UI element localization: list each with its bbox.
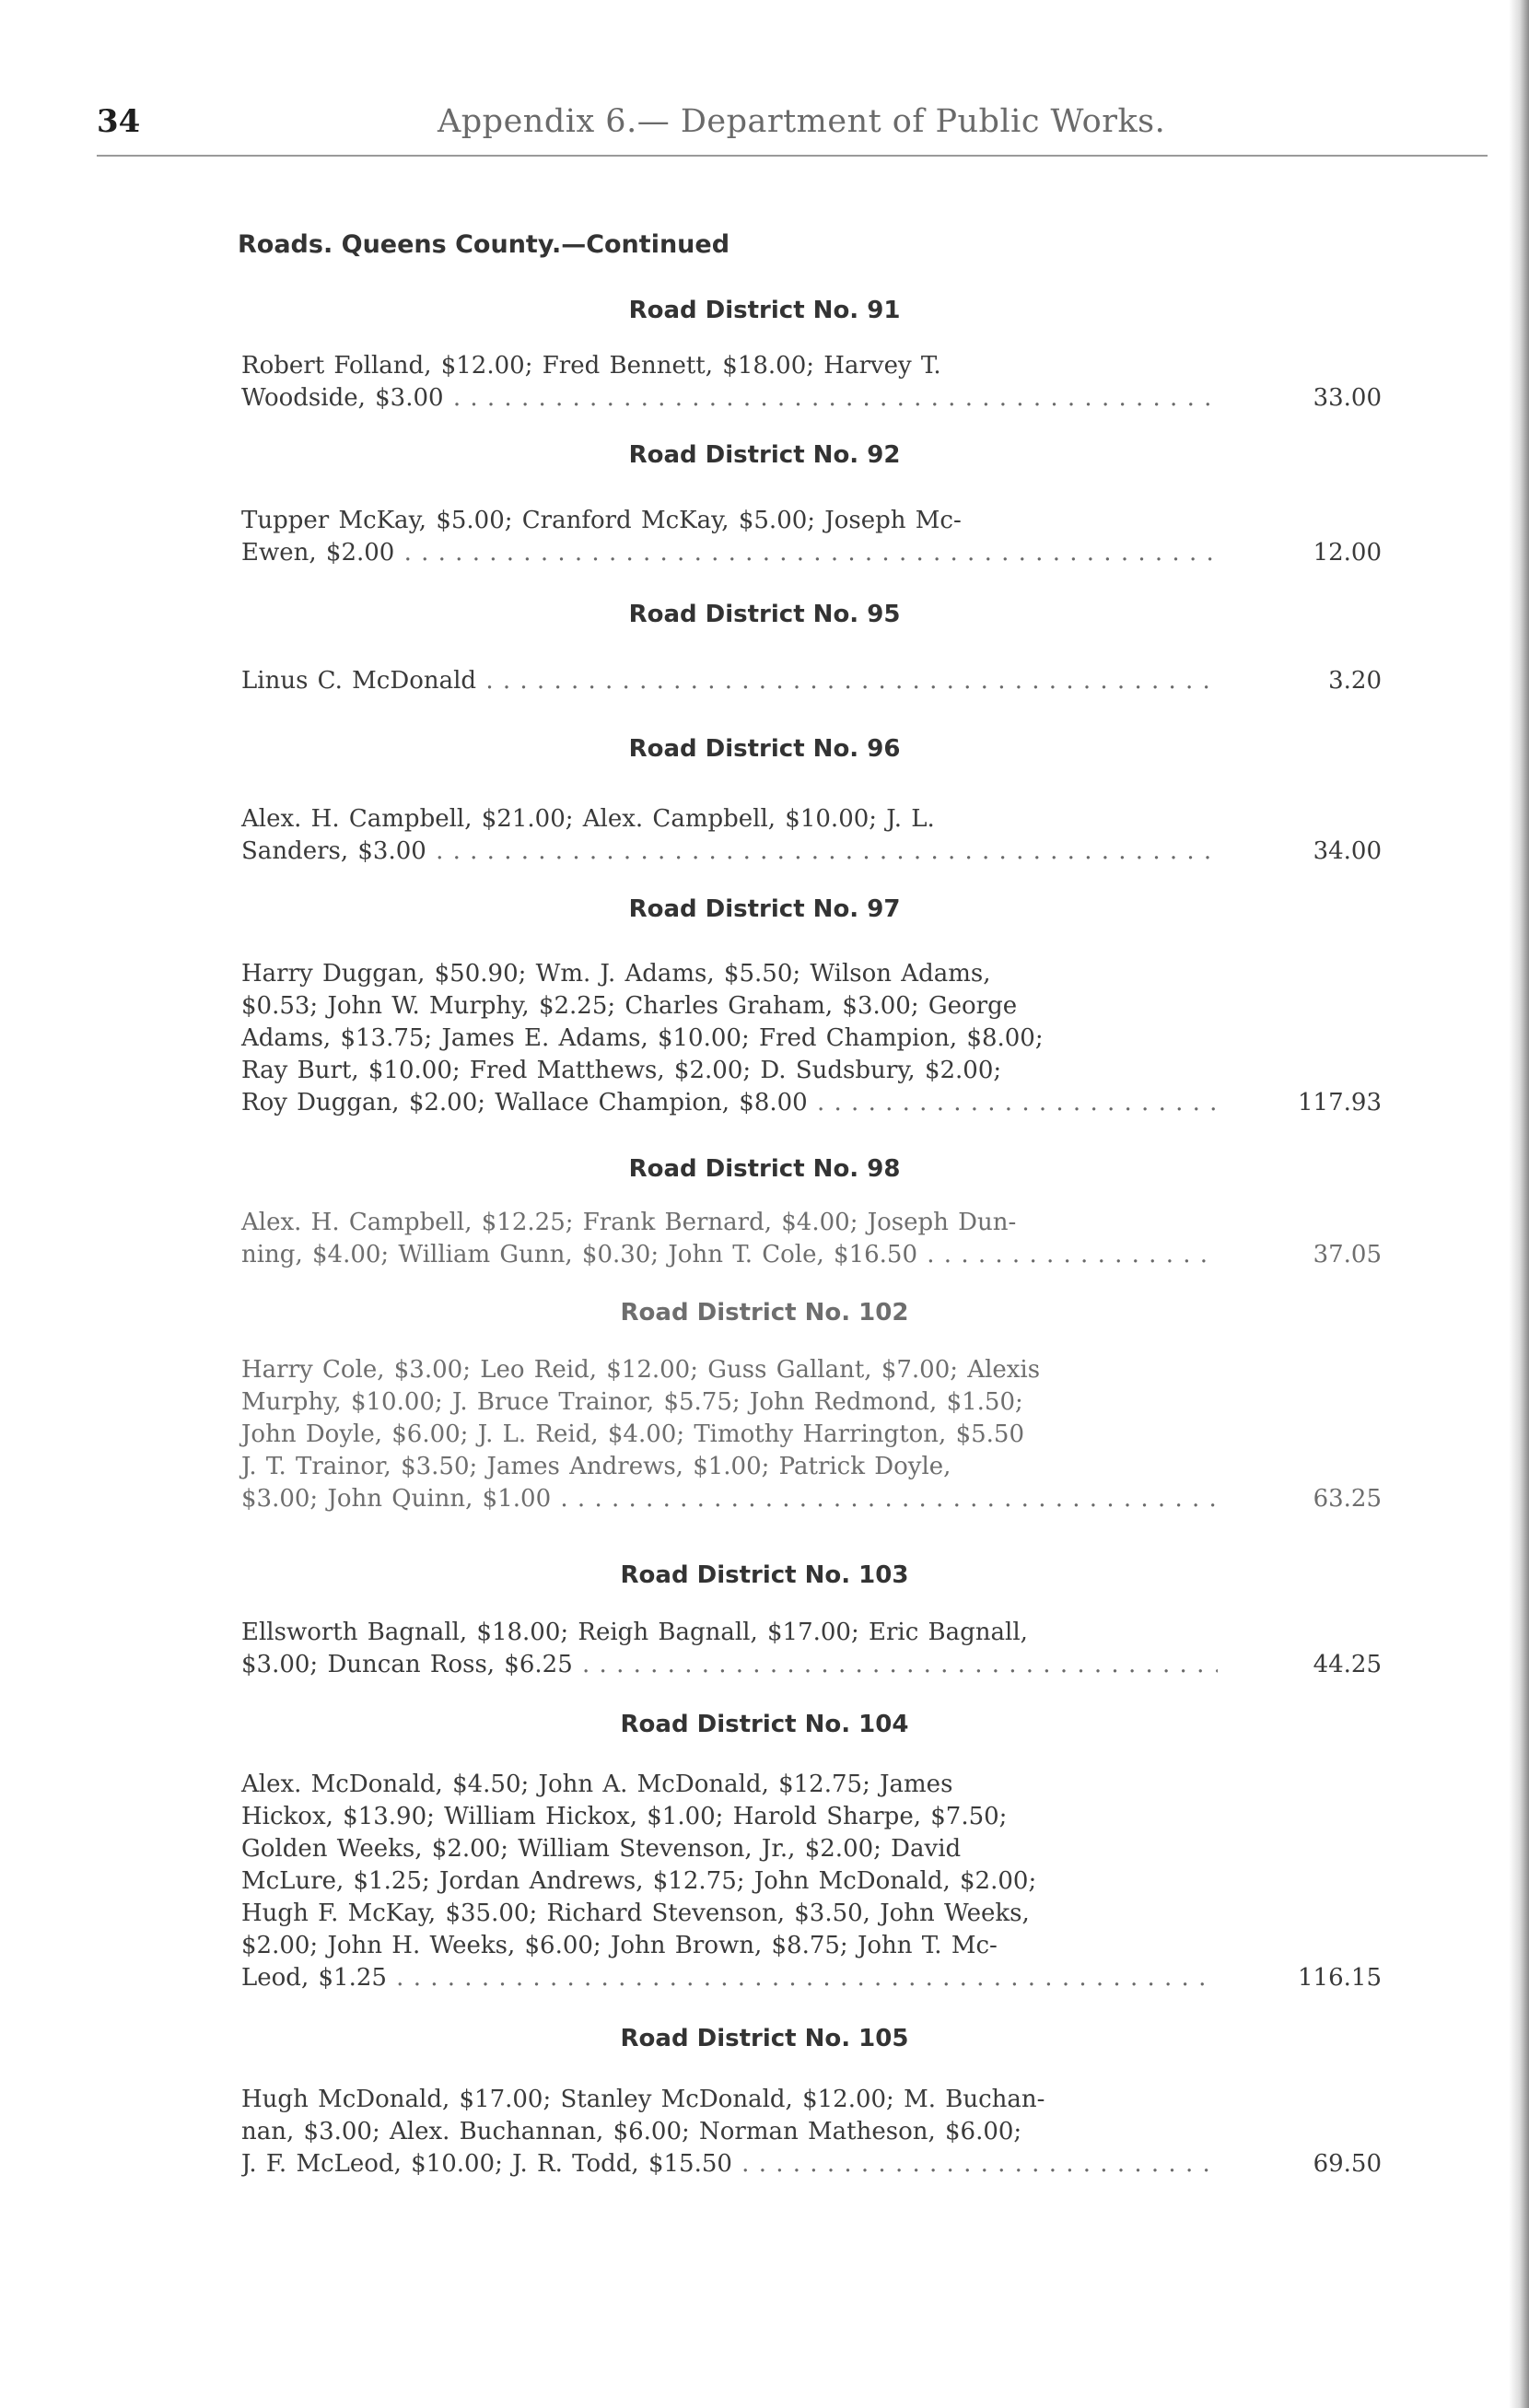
district-amount: 12.00	[1313, 539, 1382, 567]
district-entry	[241, 1617, 1218, 1681]
entry-line: Harry Duggan, $50.90; Wm. J. Adams, $5.50; Wilson Adams,	[241, 960, 991, 988]
district-title: Road District No. 96	[628, 735, 901, 763]
district-title: Road District No. 97	[628, 895, 901, 923]
entry-line-last: Roy Duggan, $2.00; Wallace Champion, $8.00 . . .	[241, 1087, 1218, 1119]
district-entry	[241, 1354, 1218, 1515]
district-title: Road District No. 91	[628, 297, 901, 324]
page-number: 34	[97, 103, 141, 140]
district-entry	[241, 803, 1218, 868]
entry-line-last: $3.00; Duncan Ross, $6.25 . . .	[241, 1649, 1218, 1681]
district-title: Road District No. 105	[620, 2025, 909, 2052]
entry-line: McLure, $1.25; Jordan Andrews, $12.75; John McDonald, $2.00;	[241, 1867, 1037, 1895]
district-title: Road District No. 98	[628, 1155, 901, 1183]
entry-line-last: Sanders, $3.00 . . .	[241, 836, 1218, 868]
running-head: Appendix 6.— Department of Public Works.	[438, 103, 1166, 140]
district-entry	[241, 2084, 1218, 2180]
entry-line: Ray Burt, $10.00; Fred Matthews, $2.00; D. Sudsbury, $2.00;	[241, 1057, 1002, 1084]
district-amount: 34.00	[1313, 837, 1382, 865]
district-amount: 33.00	[1313, 384, 1382, 412]
entry-line: Harry Cole, $3.00; Leo Reid, $12.00; Guss Gallant, $7.00; Alexis	[241, 1356, 1041, 1384]
district-entry	[241, 665, 1218, 697]
district-title: Road District No. 102	[620, 1299, 909, 1327]
entry-line: nan, $3.00; Alex. Buchannan, $6.00; Norman Matheson, $6.00;	[241, 2118, 1022, 2145]
entry-line: Alex. H. Campbell, $12.25; Frank Bernard, $4.00; Joseph Dun-	[241, 1209, 1017, 1236]
entry-line-last: ning, $4.00; William Gunn, $0.30; John T. Cole, $16.50 . . .	[241, 1239, 1218, 1271]
district-amount: 44.25	[1313, 1651, 1382, 1678]
section-heading: Roads. Queens County.—Continued	[238, 230, 730, 259]
header-rule	[97, 155, 1488, 157]
entry-line-last: $3.00; John Quinn, $1.00 . . .	[241, 1483, 1218, 1515]
district-amount: 3.20	[1328, 667, 1382, 695]
entry-line-last: J. F. McLeod, $10.00; J. R. Todd, $15.50 . . .	[241, 2148, 1218, 2180]
district-title: Road District No. 104	[620, 1711, 909, 1738]
entry-line: Robert Folland, $12.00; Fred Bennett, $18.00; Harvey T.	[241, 352, 941, 380]
district-title: Road District No. 95	[628, 601, 901, 628]
district-entry	[241, 958, 1218, 1119]
entry-line-last: Woodside, $3.00 . . .	[241, 382, 1218, 415]
district-amount: 63.25	[1313, 1485, 1382, 1513]
entry-line: Adams, $13.75; James E. Adams, $10.00; Fred Champion, $8.00;	[241, 1024, 1044, 1052]
district-amount: 116.15	[1298, 1964, 1382, 1992]
district-title: Road District No. 92	[628, 441, 901, 469]
entry-line: Hickox, $13.90; William Hickox, $1.00; Harold Sharpe, $7.50;	[241, 1803, 1008, 1830]
entry-line: Alex. McDonald, $4.50; John A. McDonald, $12.75; James	[241, 1771, 953, 1798]
entry-line: $0.53; John W. Murphy, $2.25; Charles Graham, $3.00; George	[241, 992, 1018, 1020]
entry-line: J. T. Trainor, $3.50; James Andrews, $1.00; Patrick Doyle,	[241, 1453, 951, 1480]
entry-line-last: Ewen, $2.00 . . .	[241, 537, 1218, 569]
district-entry	[241, 1769, 1218, 1994]
entry-line: Tupper McKay, $5.00; Cranford McKay, $5.00; Joseph Mc-	[241, 507, 962, 534]
entry-line: Hugh F. McKay, $35.00; Richard Stevenson, $3.50, John Weeks,	[241, 1900, 1030, 1927]
district-amount: 117.93	[1298, 1089, 1382, 1116]
entry-line: John Doyle, $6.00; J. L. Reid, $4.00; Timothy Harrington, $5.50	[241, 1420, 1024, 1448]
district-amount: 69.50	[1313, 2150, 1382, 2178]
entry-line: Alex. H. Campbell, $21.00; Alex. Campbell, $10.00; J. L.	[241, 805, 935, 833]
entry-line-last: Linus C. McDonald . . .	[241, 665, 1218, 697]
district-entry	[241, 505, 1218, 569]
district-entry	[241, 350, 1218, 415]
entry-line-last: Leod, $1.25 . . .	[241, 1962, 1218, 1994]
entry-line: Golden Weeks, $2.00; William Stevenson, Jr., $2.00; David	[241, 1835, 962, 1863]
entry-line: Murphy, $10.00; J. Bruce Trainor, $5.75; John Redmond, $1.50;	[241, 1388, 1023, 1416]
entry-line: Ellsworth Bagnall, $18.00; Reigh Bagnall, $17.00; Eric Bagnall,	[241, 1619, 1028, 1646]
district-amount: 37.05	[1313, 1241, 1382, 1268]
entry-line: $2.00; John H. Weeks, $6.00; John Brown, $8.75; John T. Mc-	[241, 1932, 998, 1959]
entry-line: Hugh McDonald, $17.00; Stanley McDonald, $12.00; M. Buchan-	[241, 2086, 1045, 2113]
district-entry	[241, 1207, 1218, 1271]
district-title: Road District No. 103	[620, 1561, 909, 1589]
